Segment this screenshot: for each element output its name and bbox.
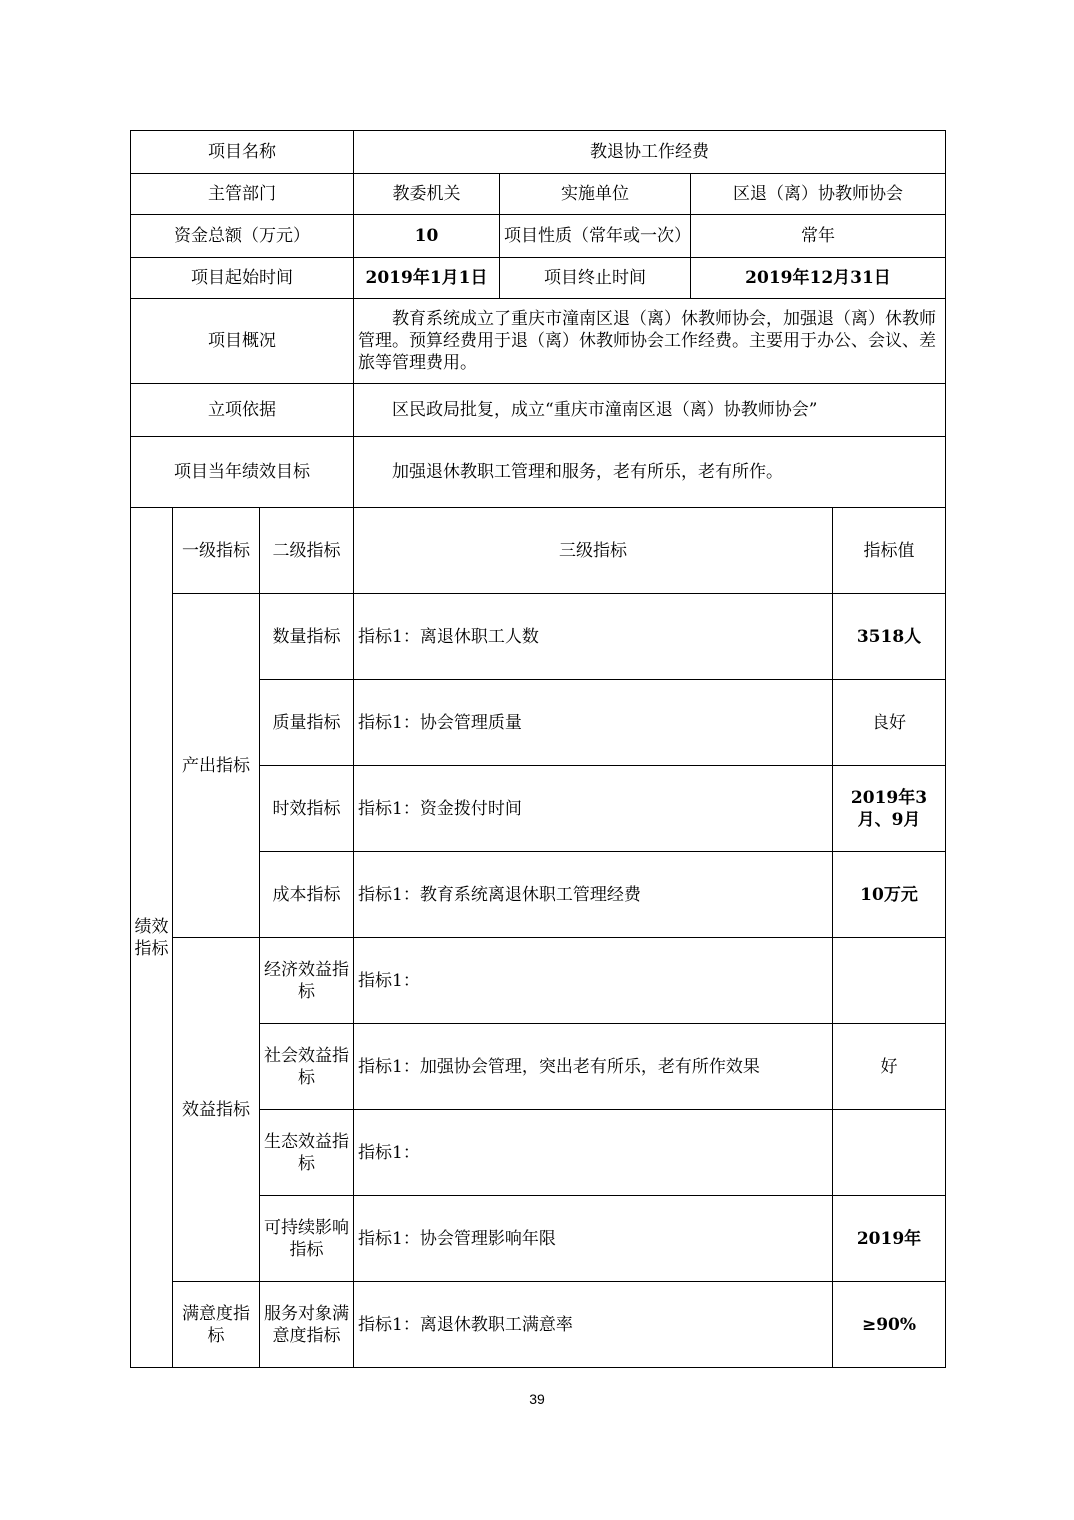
header-level2: 二级指标 <box>260 508 354 594</box>
row-basis <box>131 384 946 437</box>
project-name-value: 教退协工作经费 <box>354 131 946 174</box>
basis-label: 立项依据 <box>131 384 354 437</box>
level3-cell: 指标1： <box>354 1110 833 1196</box>
fund-total-label: 资金总额（万元） <box>131 215 354 258</box>
overview-label: 项目概况 <box>131 299 354 384</box>
level2-cell: 服务对象满意度指标 <box>260 1282 354 1368</box>
end-time-label: 项目终止时间 <box>500 258 691 299</box>
row-project-name <box>131 131 946 174</box>
department-value: 教委机关 <box>354 174 500 215</box>
level3-cell: 指标1： <box>354 938 833 1024</box>
level3-cell: 指标1：离退休职工人数 <box>354 594 833 680</box>
row-fund <box>131 215 946 258</box>
project-performance-table <box>130 130 946 1368</box>
level2-cell: 生态效益指标 <box>260 1110 354 1196</box>
start-time-label: 项目起始时间 <box>131 258 354 299</box>
level1-satisfaction: 满意度指标 <box>173 1282 260 1368</box>
end-time-value: 2019年12月31日 <box>691 258 946 299</box>
row-department <box>131 174 946 215</box>
value-cell: ≥90% <box>833 1282 946 1368</box>
level2-cell: 质量指标 <box>260 680 354 766</box>
level3-cell: 指标1：协会管理质量 <box>354 680 833 766</box>
row-overview <box>131 299 946 384</box>
value-cell <box>833 938 946 1024</box>
level3-cell: 指标1：教育系统离退休职工管理经费 <box>354 852 833 938</box>
project-nature-value: 常年 <box>691 215 946 258</box>
goal-label: 项目当年绩效目标 <box>131 437 354 508</box>
basis-value: 区民政局批复，成立“重庆市潼南区退（离）协教师协会” <box>354 384 946 437</box>
start-time-value: 2019年1月1日 <box>354 258 500 299</box>
department-label: 主管部门 <box>131 174 354 215</box>
level2-cell: 时效指标 <box>260 766 354 852</box>
value-cell: 10万元 <box>833 852 946 938</box>
page-number: 39 <box>529 1391 545 1407</box>
project-name-label: 项目名称 <box>131 131 354 174</box>
goal-value: 加强退休教职工管理和服务，老有所乐，老有所作。 <box>354 437 946 508</box>
value-cell: 2019年 <box>833 1196 946 1282</box>
level1-benefit: 效益指标 <box>173 938 260 1282</box>
level2-cell: 可持续影响指标 <box>260 1196 354 1282</box>
table-row <box>131 1282 946 1368</box>
level1-output: 产出指标 <box>173 594 260 938</box>
header-value: 指标值 <box>833 508 946 594</box>
level3-cell: 指标1：离退休教职工满意率 <box>354 1282 833 1368</box>
row-goal <box>131 437 946 508</box>
implementing-unit-value: 区退（离）协教师协会 <box>691 174 946 215</box>
row-dates <box>131 258 946 299</box>
value-cell: 好 <box>833 1024 946 1110</box>
header-level1: 一级指标 <box>173 508 260 594</box>
value-cell: 良好 <box>833 680 946 766</box>
value-cell: 3518人 <box>833 594 946 680</box>
implementing-unit-label: 实施单位 <box>500 174 691 215</box>
indicator-header-row <box>131 508 946 594</box>
project-nature-label: 项目性质（常年或一次） <box>500 215 691 258</box>
value-cell <box>833 1110 946 1196</box>
value-cell: 2019年3月、9月 <box>833 766 946 852</box>
overview-value: 教育系统成立了重庆市潼南区退（离）休教师协会，加强退（离）休教师管理。预算经费用于退（离）休教师协会工作经费。主要用于办公、会议、差旅等管理费用。 <box>354 299 946 384</box>
table-row <box>131 594 946 680</box>
level2-cell: 数量指标 <box>260 594 354 680</box>
level3-cell: 指标1：协会管理影响年限 <box>354 1196 833 1282</box>
level2-cell: 成本指标 <box>260 852 354 938</box>
fund-total-value: 10 <box>354 215 500 258</box>
indicators-side-label: 绩效指标 <box>131 508 173 1368</box>
header-level3: 三级指标 <box>354 508 833 594</box>
table-row <box>131 938 946 1024</box>
level3-cell: 指标1：加强协会管理，突出老有所乐，老有所作效果 <box>354 1024 833 1110</box>
level2-cell: 经济效益指标 <box>260 938 354 1024</box>
level2-cell: 社会效益指标 <box>260 1024 354 1110</box>
level3-cell: 指标1：资金拨付时间 <box>354 766 833 852</box>
